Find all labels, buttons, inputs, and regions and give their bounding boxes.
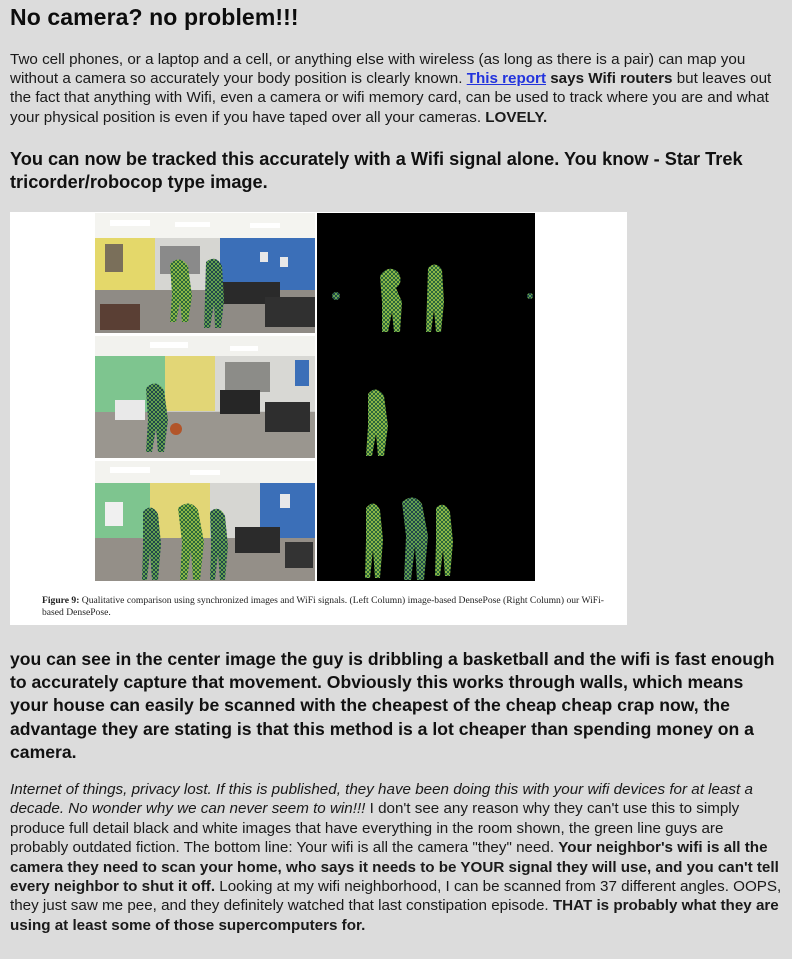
closing-text-b: Looking at my wifi neighborhood, I can be scanned from 37 different angles. OOPS, they just saw me pee, and they definitely watched that last constipation episode. (10, 878, 782, 915)
page-title: No camera? no problem!!! (10, 4, 299, 30)
closing-text-a: I don't see any reason why they can't use this to simply produce full detail black and white images that have everything in the room shown, the green line guys are probably outdated fiction. The bottom line: Your wifi is all the camera "they" need. (10, 800, 740, 857)
densepose-figure (10, 212, 627, 625)
figure-image (10, 212, 627, 625)
intro-text-a: Two cell phones, or a laptop and a cell, or anything else with wireless (as long as there is a pair) can map you without a camera so accurately your body position is clearly known. (10, 51, 746, 88)
report-link[interactable]: This report (466, 70, 547, 88)
closing-paragraph (10, 780, 785, 935)
photo-row-1 (95, 213, 315, 333)
photo-row-3 (95, 461, 315, 581)
intro-paragraph (10, 50, 782, 127)
wifi-densepose-column (317, 213, 535, 581)
intro-bold-b: LOVELY. (485, 108, 548, 126)
closing-bold-b: THAT is probably what they are using at least some of those supercomputers for. (10, 897, 779, 934)
caption-text: Qualitative comparison using synchronized images and WiFi signals. (Left Column) image-based DensePose (Right Column) our WiFi-based DensePose. (42, 595, 604, 618)
figure-caption (42, 595, 612, 619)
intro-text-b: but leaves out the fact that anything with Wifi, even a camera or wifi memory card, can be used to track where you are and what your physical position is even if you have taped over all your cameras. (10, 70, 772, 126)
closing-italic: Internet of things, privacy lost. If this is published, they have been doing this with your wifi devices for at least a decade. No wonder why we can never seem to win!!! (10, 781, 753, 818)
explanation-paragraph: you can see in the center image the guy is dribbling a basketball and the wifi is fast enough to accurately capture that movement. Obviously this works through walls, which means your house can easily be scanned with the cheapest of the cheap cheap crap now, the advantage they are stating is that this method is a lot cheaper than spending money on a camera. (10, 649, 775, 762)
caption-label: Figure 9: (42, 595, 80, 606)
intro-bold-a: says Wifi routers (546, 70, 673, 88)
photo-row-2 (95, 336, 315, 458)
headline-paragraph: You can now be tracked this accurately with a Wifi signal alone. You know - Star Trek tricorder/robocop type image. (10, 149, 743, 192)
closing-bold-a: Your neighbor's wifi is all the camera they need to scan your home, who says it needs to be YOUR signal they will use, and you can't tell every neighbor to shut it off. (10, 839, 779, 896)
